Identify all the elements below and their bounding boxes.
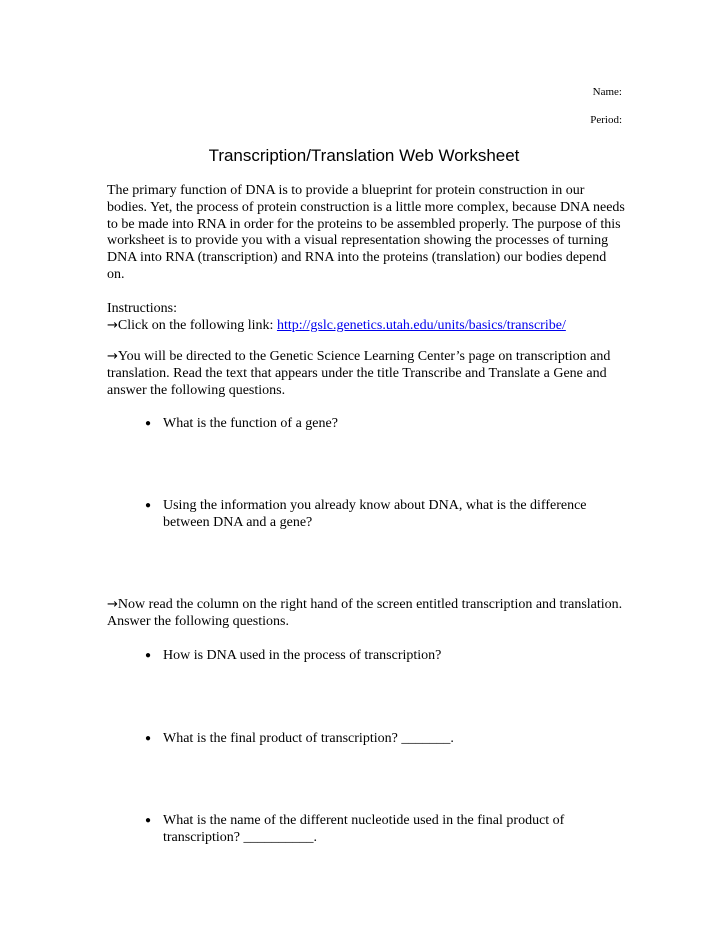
intro-paragraph: The primary function of DNA is to provide a blueprint for protein construction in our bodies. Yet, the process of protein construction is a little more complex, because DNA needs to be made into RNA in order for the proteins to be assembled properly. The purpose of this worksheet is to provide you with a visual representation showing the processes of turning DNA into RNA (transcription) and RNA into the proteins (translation) our bodies depend on. [107, 183, 625, 282]
instruction-step-3-text: Now read the column on the right hand of the screen entitled transcription and translation. Answer the following questions. [107, 597, 623, 629]
bullet-icon: ● [145, 733, 152, 744]
name-label: Name: [592, 86, 622, 98]
arrow-icon: → [107, 349, 118, 364]
bullet-icon: ● [145, 418, 152, 429]
bullet-icon: ● [145, 650, 152, 661]
arrow-icon: → [107, 318, 118, 333]
instruction-step-2-text: You will be directed to the Genetic Science Learning Center’s page on transcription and translation. Read the text that appears under the title Transcribe and Translate a Gene and answer the following questions. [107, 349, 611, 398]
instruction-step-1-text: Click on the following link: [117, 318, 277, 333]
question-text: What is the function of a gene? [163, 416, 338, 431]
question-item [145, 416, 615, 433]
question-text: What is the name of the different nucleotide used in the final product of transcription? __________. [163, 813, 565, 845]
instruction-step-2 [107, 349, 627, 399]
question-item [145, 813, 615, 847]
question-text: What is the final product of transcription? _______. [163, 731, 454, 746]
question-item [145, 498, 615, 532]
question-text: Using the information you already know about DNA, what is the difference between DNA and a gene? [163, 498, 587, 530]
bullet-icon: ● [145, 815, 152, 826]
question-item [145, 648, 615, 665]
question-item [145, 731, 615, 748]
instructions-label: Instructions: [107, 301, 177, 316]
instruction-step-3 [107, 597, 627, 631]
page-title: Transcription/Translation Web Worksheet [208, 146, 520, 165]
instruction-step-1 [107, 318, 627, 335]
arrow-icon: → [107, 597, 118, 612]
question-text: How is DNA used in the process of transcription? [163, 648, 442, 663]
transcribe-link[interactable]: http://gslc.genetics.utah.edu/units/basics/transcribe/ [276, 318, 566, 333]
period-label: Period: [590, 114, 622, 126]
bullet-icon: ● [145, 500, 152, 511]
